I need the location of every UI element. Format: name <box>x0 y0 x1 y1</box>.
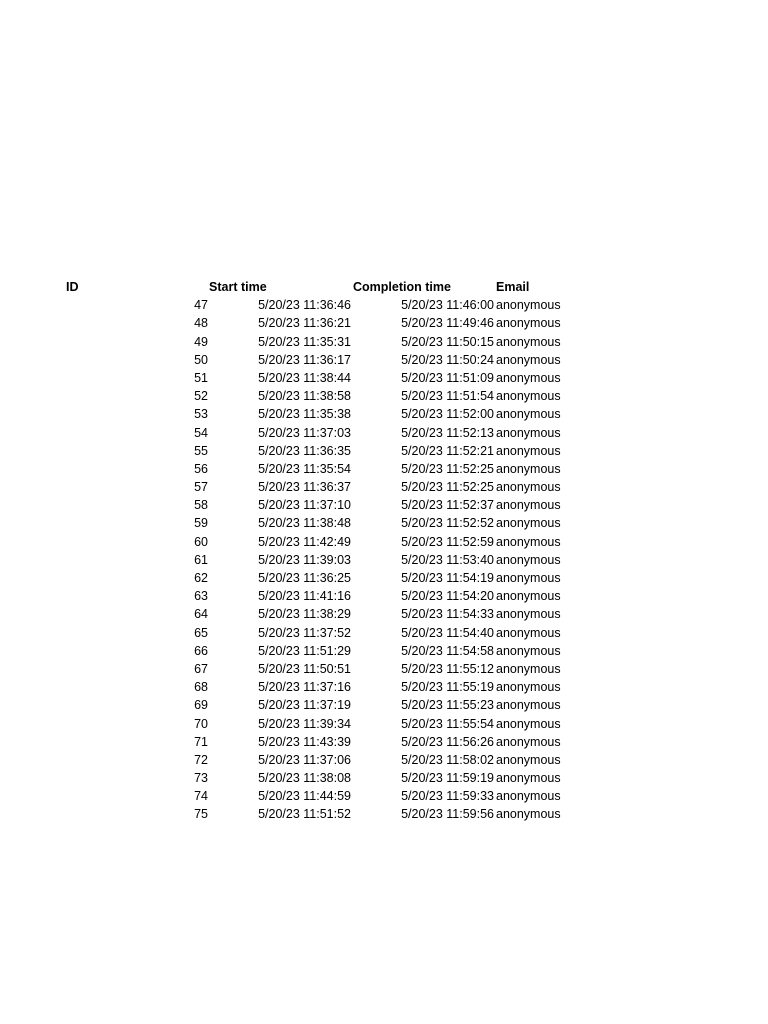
cell-id: 55 <box>194 443 208 458</box>
cell-email: anonymous <box>496 771 561 786</box>
cell-id: 59 <box>194 516 208 531</box>
table-row <box>0 733 768 751</box>
cell-start-time: 5/20/23 11:43:39 <box>258 734 351 749</box>
table-row <box>0 696 768 714</box>
cell-id: 54 <box>194 425 208 440</box>
table-body <box>0 296 768 823</box>
cell-id: 58 <box>194 498 208 513</box>
cell-start-time: 5/20/23 11:35:54 <box>258 461 351 476</box>
table-row <box>0 660 768 678</box>
cell-id: 49 <box>194 334 208 349</box>
header-email: Email <box>496 280 530 294</box>
cell-start-time: 5/20/23 11:36:46 <box>258 298 351 313</box>
cell-email: anonymous <box>496 571 561 585</box>
cell-email: anonymous <box>496 316 561 331</box>
cell-completion-time: 5/20/23 11:53:40 <box>401 552 494 567</box>
cell-completion-time: 5/20/23 11:52:21 <box>401 443 494 458</box>
cell-completion-time: 5/20/23 11:52:13 <box>401 425 494 440</box>
cell-email: anonymous <box>496 480 561 495</box>
cell-start-time: 5/20/23 11:35:31 <box>258 334 351 349</box>
cell-completion-time: 5/20/23 11:52:00 <box>401 407 494 422</box>
cell-start-time: 5/20/23 11:42:49 <box>258 534 351 549</box>
cell-id: 69 <box>194 698 208 713</box>
table-row <box>0 787 768 805</box>
table-row <box>0 769 768 787</box>
table-row <box>0 624 768 642</box>
cell-start-time: 5/20/23 11:37:10 <box>258 498 351 513</box>
cell-email: anonymous <box>496 680 561 695</box>
cell-email: anonymous <box>496 461 561 476</box>
table-row <box>0 805 768 823</box>
table-row <box>0 551 768 569</box>
cell-id: 61 <box>194 552 208 567</box>
cell-start-time: 5/20/23 11:38:08 <box>258 771 351 786</box>
cell-email: anonymous <box>496 789 561 804</box>
cell-completion-time: 5/20/23 11:54:33 <box>401 607 494 622</box>
cell-id: 51 <box>194 370 208 385</box>
cell-start-time: 5/20/23 11:37:19 <box>258 698 351 713</box>
table-row <box>0 314 768 332</box>
cell-id: 73 <box>194 771 208 786</box>
table-row <box>0 460 768 478</box>
cell-start-time: 5/20/23 11:51:52 <box>258 807 351 822</box>
cell-completion-time: 5/20/23 11:54:58 <box>401 643 494 658</box>
cell-email: anonymous <box>496 698 561 713</box>
table-row <box>0 605 768 623</box>
cell-email: anonymous <box>496 498 561 513</box>
cell-id: 47 <box>194 298 208 313</box>
table-row <box>0 296 768 314</box>
cell-id: 56 <box>194 461 208 476</box>
cell-id: 74 <box>194 789 208 804</box>
cell-start-time: 5/20/23 11:35:38 <box>258 407 351 422</box>
table-row <box>0 751 768 769</box>
cell-id: 64 <box>194 607 208 622</box>
cell-start-time: 5/20/23 11:36:35 <box>258 443 351 458</box>
cell-start-time: 5/20/23 11:36:17 <box>258 352 351 367</box>
cell-email: anonymous <box>496 734 561 749</box>
table-row <box>0 642 768 660</box>
cell-completion-time: 5/20/23 11:59:33 <box>401 789 494 804</box>
table-header-row <box>0 278 768 296</box>
cell-completion-time: 5/20/23 11:51:54 <box>401 389 494 404</box>
cell-start-time: 5/20/23 11:38:29 <box>258 607 351 622</box>
cell-email: anonymous <box>496 370 561 385</box>
table-row <box>0 369 768 387</box>
cell-start-time: 5/20/23 11:36:25 <box>258 571 351 585</box>
cell-email: anonymous <box>496 407 561 422</box>
cell-id: 60 <box>194 534 208 549</box>
cell-start-time: 5/20/23 11:36:21 <box>258 316 351 331</box>
cell-id: 75 <box>194 807 208 822</box>
table-row <box>0 478 768 496</box>
cell-completion-time: 5/20/23 11:50:15 <box>401 334 494 349</box>
cell-email: anonymous <box>496 716 561 731</box>
cell-email: anonymous <box>496 589 561 604</box>
cell-start-time: 5/20/23 11:44:59 <box>258 789 351 804</box>
table-row <box>0 424 768 442</box>
cell-email: anonymous <box>496 643 561 658</box>
header-start-time: Start time <box>209 280 267 294</box>
cell-email: anonymous <box>496 752 561 767</box>
cell-completion-time: 5/20/23 11:52:37 <box>401 498 494 513</box>
cell-completion-time: 5/20/23 11:54:19 <box>401 571 494 585</box>
cell-completion-time: 5/20/23 11:52:52 <box>401 516 494 531</box>
cell-start-time: 5/20/23 11:38:48 <box>258 516 351 531</box>
cell-start-time: 5/20/23 11:39:03 <box>258 552 351 567</box>
cell-email: anonymous <box>496 389 561 404</box>
cell-completion-time: 5/20/23 11:51:09 <box>401 370 494 385</box>
cell-email: anonymous <box>496 425 561 440</box>
cell-id: 67 <box>194 661 208 676</box>
cell-completion-time: 5/20/23 11:58:02 <box>401 752 494 767</box>
cell-completion-time: 5/20/23 11:52:25 <box>401 480 494 495</box>
cell-id: 71 <box>194 734 208 749</box>
cell-id: 53 <box>194 407 208 422</box>
cell-completion-time: 5/20/23 11:54:20 <box>401 589 494 604</box>
table-row <box>0 715 768 733</box>
cell-start-time: 5/20/23 11:36:37 <box>258 480 351 495</box>
cell-id: 65 <box>194 625 208 640</box>
cell-completion-time: 5/20/23 11:59:56 <box>401 807 494 822</box>
cell-email: anonymous <box>496 661 561 676</box>
cell-start-time: 5/20/23 11:39:34 <box>258 716 351 731</box>
table-row <box>0 587 768 605</box>
cell-start-time: 5/20/23 11:50:51 <box>258 661 351 676</box>
cell-completion-time: 5/20/23 11:52:25 <box>401 461 494 476</box>
table-row <box>0 514 768 532</box>
cell-email: anonymous <box>496 607 561 622</box>
cell-id: 68 <box>194 680 208 695</box>
cell-completion-time: 5/20/23 11:46:00 <box>401 298 494 313</box>
cell-start-time: 5/20/23 11:37:03 <box>258 425 351 440</box>
cell-completion-time: 5/20/23 11:55:23 <box>401 698 494 713</box>
cell-email: anonymous <box>496 298 561 313</box>
cell-start-time: 5/20/23 11:51:29 <box>258 643 351 658</box>
table-row <box>0 678 768 696</box>
cell-completion-time: 5/20/23 11:59:19 <box>401 771 494 786</box>
cell-id: 72 <box>194 752 208 767</box>
cell-id: 70 <box>194 716 208 731</box>
cell-id: 48 <box>194 316 208 331</box>
cell-completion-time: 5/20/23 11:55:54 <box>401 716 494 731</box>
header-id: ID <box>66 280 79 294</box>
cell-start-time: 5/20/23 11:38:58 <box>258 389 351 404</box>
cell-email: anonymous <box>496 807 561 822</box>
cell-email: anonymous <box>496 552 561 567</box>
cell-id: 57 <box>194 480 208 495</box>
cell-completion-time: 5/20/23 11:55:12 <box>401 661 494 676</box>
table-row <box>0 533 768 551</box>
table-row <box>0 333 768 351</box>
cell-email: anonymous <box>496 625 561 640</box>
cell-start-time: 5/20/23 11:37:52 <box>258 625 351 640</box>
cell-id: 66 <box>194 643 208 658</box>
cell-email: anonymous <box>496 443 561 458</box>
table-row <box>0 387 768 405</box>
data-table <box>0 278 768 824</box>
cell-email: anonymous <box>496 534 561 549</box>
cell-start-time: 5/20/23 11:41:16 <box>258 589 351 604</box>
cell-email: anonymous <box>496 334 561 349</box>
table-row <box>0 496 768 514</box>
table-row <box>0 405 768 423</box>
cell-completion-time: 5/20/23 11:49:46 <box>401 316 494 331</box>
table-row <box>0 351 768 369</box>
cell-completion-time: 5/20/23 11:52:59 <box>401 534 494 549</box>
cell-email: anonymous <box>496 352 561 367</box>
cell-start-time: 5/20/23 11:38:44 <box>258 370 351 385</box>
cell-start-time: 5/20/23 11:37:16 <box>258 680 351 695</box>
table-row <box>0 569 768 587</box>
cell-id: 63 <box>194 589 208 604</box>
cell-completion-time: 5/20/23 11:55:19 <box>401 680 494 695</box>
cell-completion-time: 5/20/23 11:54:40 <box>401 625 494 640</box>
cell-email: anonymous <box>496 516 561 531</box>
cell-id: 50 <box>194 352 208 367</box>
cell-start-time: 5/20/23 11:37:06 <box>258 752 351 767</box>
cell-completion-time: 5/20/23 11:56:26 <box>401 734 494 749</box>
cell-id: 62 <box>194 571 208 585</box>
cell-completion-time: 5/20/23 11:50:24 <box>401 352 494 367</box>
cell-id: 52 <box>194 389 208 404</box>
table-row <box>0 442 768 460</box>
header-completion-time: Completion time <box>353 280 451 294</box>
